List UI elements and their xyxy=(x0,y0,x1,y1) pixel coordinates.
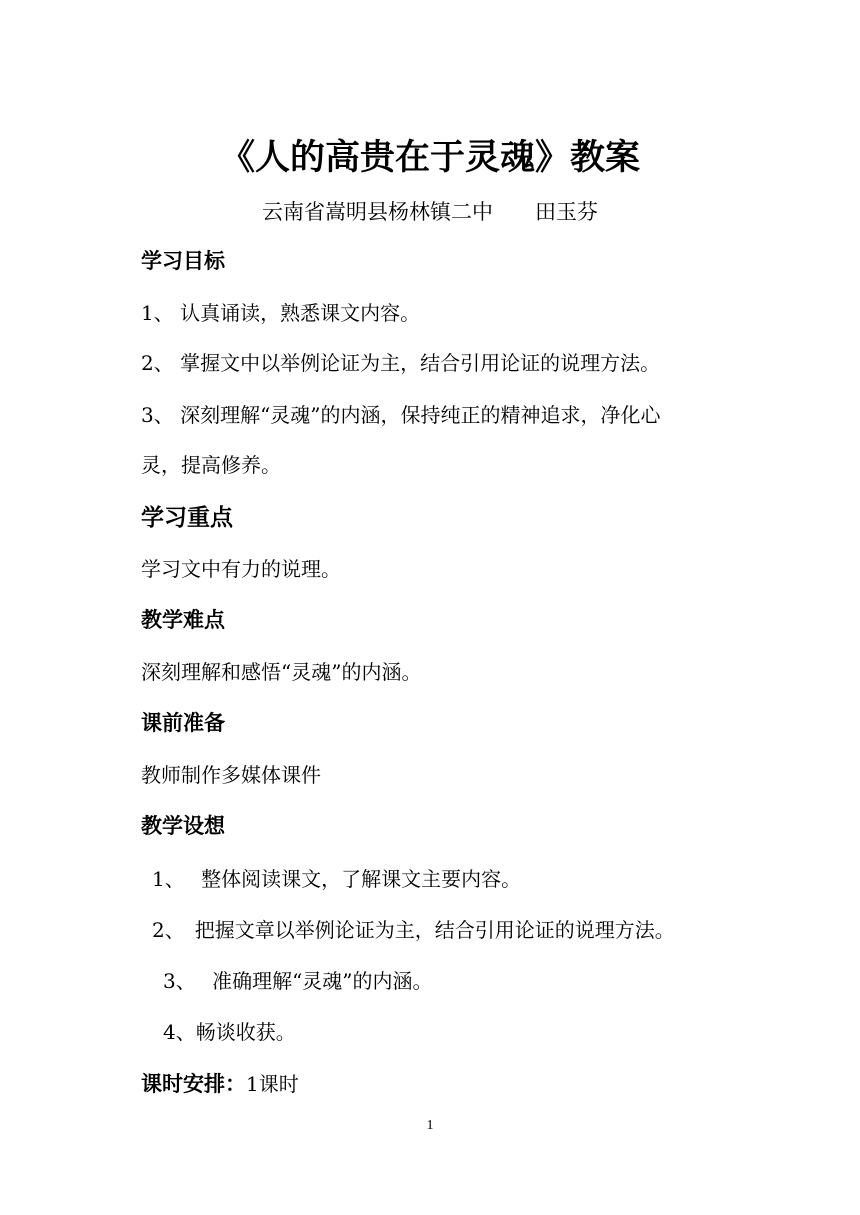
plan-item-2: 2、 把握文章以举例论证为主，结合引用论证的说理方法。 xyxy=(152,918,675,942)
author-line: 云南省嵩明县杨林镇二中 田玉芬 xyxy=(262,200,598,224)
plan-item-3: 3、 准确理解“灵魂”的内涵。 xyxy=(163,969,433,993)
section-heading-difficulties: 教学难点 xyxy=(141,608,225,632)
objective-item-2: 2、 掌握文中以举例论证为主，结合引用论证的说理方法。 xyxy=(141,351,661,375)
schedule-line xyxy=(141,1069,299,1099)
objective-item-3: 3、 深刻理解“灵魂”的内涵，保持纯正的精神追求，净化心 xyxy=(141,403,661,427)
page-number: 1 xyxy=(426,1118,434,1133)
section-heading-learning-objectives: 学习目标 xyxy=(141,249,225,273)
section-heading-preparation: 课前准备 xyxy=(141,711,225,735)
plan-item-1: 1、 整体阅读课文，了解课文主要内容。 xyxy=(152,867,522,891)
difficulty-item: 深刻理解和感悟“灵魂”的内涵。 xyxy=(141,660,422,684)
section-heading-teaching-plan: 教学设想 xyxy=(141,814,225,838)
key-point-item: 学习文中有力的说理。 xyxy=(141,557,341,581)
preparation-item: 教师制作多媒体课件 xyxy=(141,763,321,787)
objective-item-3-continued: 灵，提高修养。 xyxy=(141,453,281,477)
schedule-value: 1课时 xyxy=(246,1072,299,1096)
document-title: 《人的高贵在于灵魂》教案 xyxy=(219,138,640,178)
objective-item-1: 1、 认真诵读，熟悉课文内容。 xyxy=(141,301,421,325)
section-heading-key-points: 学习重点 xyxy=(141,505,233,531)
plan-item-4: 4、畅谈收获。 xyxy=(163,1020,296,1044)
schedule-label: 课时安排： xyxy=(141,1072,246,1096)
